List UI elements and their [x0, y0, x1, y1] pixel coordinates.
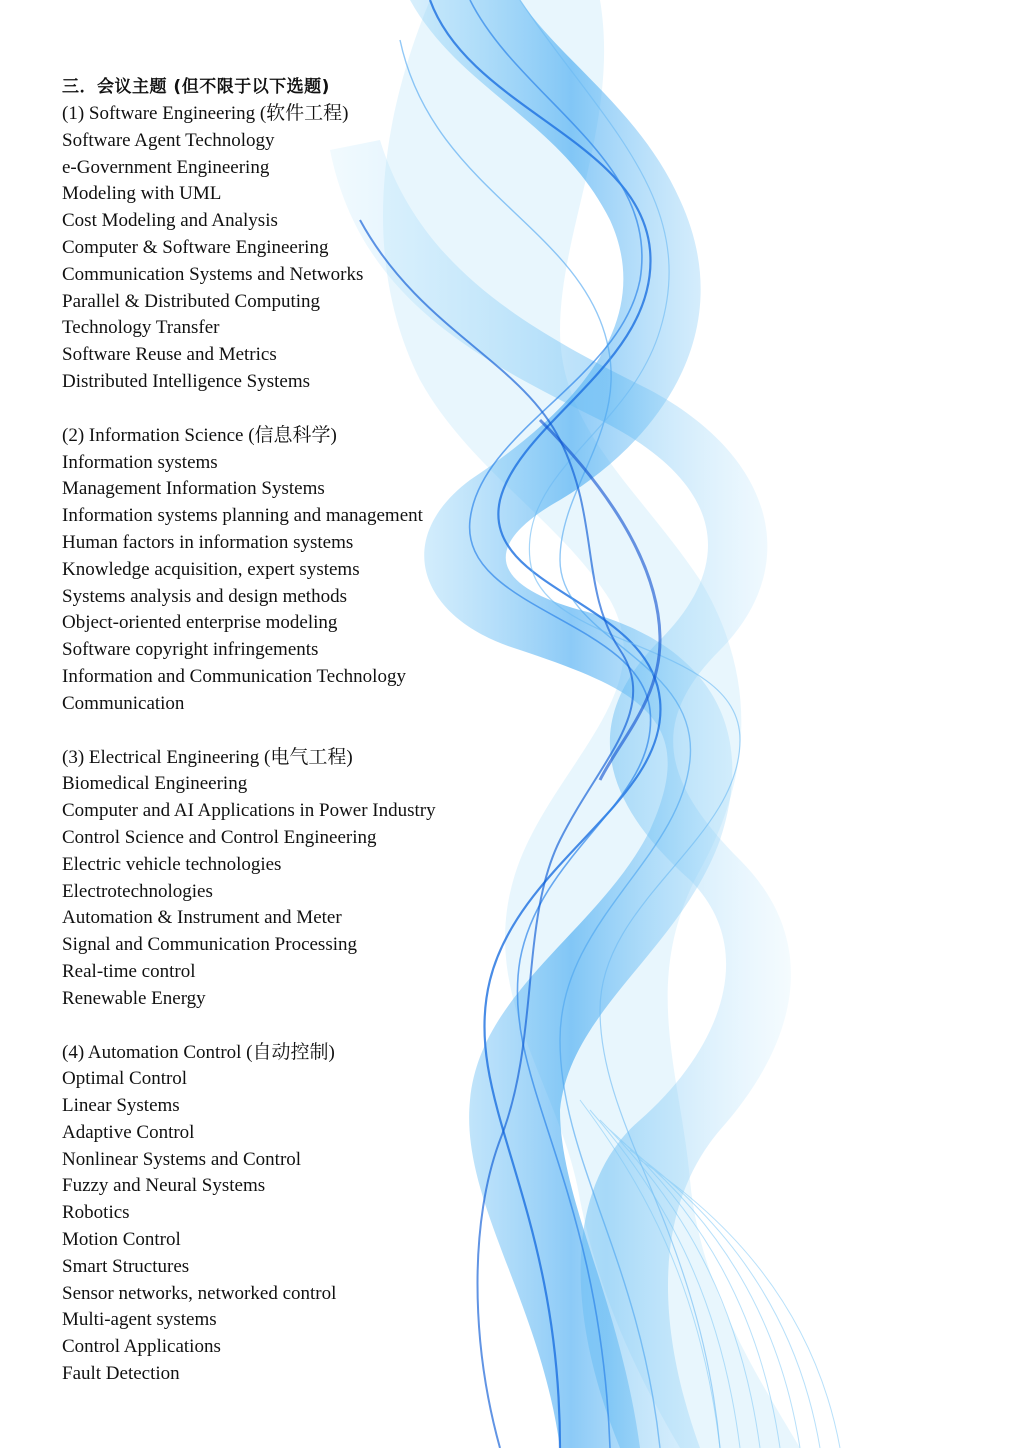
section-title: (2) Information Science (信息科学)	[62, 424, 337, 446]
topic-item: Parallel & Distributed Computing	[62, 290, 321, 312]
section-software-engineering	[62, 101, 622, 396]
section-electrical-engineering	[62, 745, 622, 1013]
section-title: (4) Automation Control (自动控制)	[62, 1041, 335, 1063]
topic-item: Information systems planning and management	[62, 505, 423, 527]
topic-item: Robotics	[62, 1202, 130, 1224]
topic-item: Sensor networks, networked control	[62, 1282, 337, 1304]
topic-item: Management Information Systems	[62, 478, 325, 500]
topic-item: Electric vehicle technologies	[62, 853, 282, 875]
section-title: (1) Software Engineering (软件工程)	[62, 103, 349, 124]
topic-item: Motion Control	[62, 1229, 181, 1251]
topic-item: Cost Modeling and Analysis	[62, 210, 278, 232]
topic-item: Multi-agent systems	[62, 1309, 217, 1331]
topic-item: Biomedical Engineering	[62, 773, 248, 795]
topic-item: Communication	[62, 692, 185, 714]
topic-item: Knowledge acquisition, expert systems	[62, 558, 360, 580]
topic-item: Software Agent Technology	[62, 129, 275, 151]
topic-item: Systems analysis and design methods	[62, 585, 347, 607]
topic-item: Linear Systems	[62, 1095, 180, 1117]
topic-item: Control Science and Control Engineering	[62, 826, 377, 848]
topic-item: Fault Detection	[62, 1363, 180, 1385]
topic-item: Modeling with UML	[62, 183, 222, 205]
topic-item: Human factors in information systems	[62, 531, 354, 553]
topic-item: Electrotechnologies	[62, 880, 213, 902]
topic-item: Smart Structures	[62, 1255, 190, 1277]
topic-item: Nonlinear Systems and Control	[62, 1148, 302, 1170]
topic-item: Fuzzy and Neural Systems	[62, 1175, 266, 1197]
topic-item: Distributed Intelligence Systems	[62, 370, 311, 392]
topic-item: Signal and Communication Processing	[62, 934, 358, 956]
topic-item: Adaptive Control	[62, 1121, 195, 1143]
topic-item: Control Applications	[62, 1336, 221, 1358]
topic-item: Renewable Energy	[62, 987, 206, 1009]
section-title: (3) Electrical Engineering (电气工程)	[62, 746, 353, 768]
topic-item: Real-time control	[62, 960, 196, 982]
conference-topics	[62, 74, 622, 1388]
topic-item: Computer & Software Engineering	[62, 236, 329, 258]
topic-item: Software Reuse and Metrics	[62, 344, 277, 366]
topic-item: e-Government Engineering	[62, 156, 270, 178]
topic-item: Computer and AI Applications in Power Industry	[62, 800, 436, 822]
topic-item: Information systems	[62, 451, 218, 473]
section-automation-control	[62, 1040, 622, 1388]
topic-item: Object-oriented enterprise modeling	[62, 612, 338, 634]
topic-item: Communication Systems and Networks	[62, 263, 364, 285]
topic-item: Information and Communication Technology	[62, 665, 406, 687]
page-heading: 三．会议主题 (但不限于以下选题)	[62, 77, 330, 97]
topic-item: Optimal Control	[62, 1068, 188, 1090]
section-information-science	[62, 423, 622, 718]
topic-item: Automation & Instrument and Meter	[62, 907, 342, 929]
topic-item: Technology Transfer	[62, 317, 220, 339]
topic-item: Software copyright infringements	[62, 639, 319, 661]
